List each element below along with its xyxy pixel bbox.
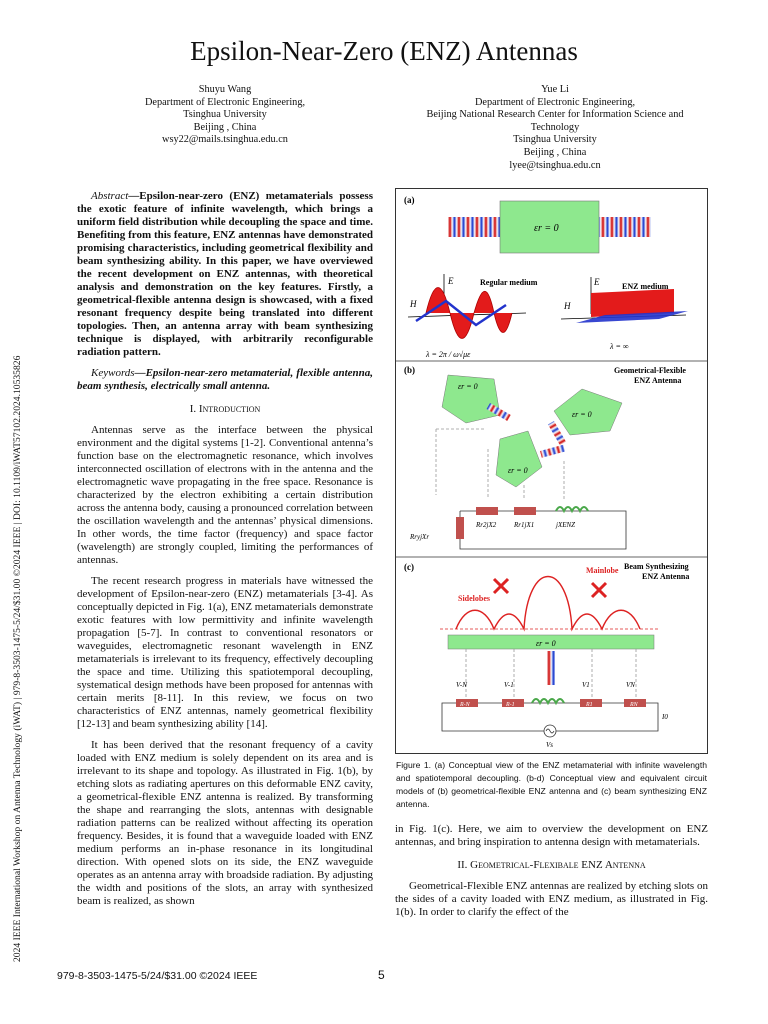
resistor-label: RN — [630, 702, 638, 708]
paragraph: It has been derived that the resonant frequency of a cavity loaded with ENZ medium is solely dependent on its area and is irrelevant to its shape and topology. As illustrated in Fig. 1(b), by etching slots as radiating apertures on this deformable ENZ cavity, a geometrical-flexible ENZ antenna is realized. By transforming the shape and rearranging the slots, antennas with designable radiation patterns can be realized without affecting its operation frequency. Besides, it is found that a waveguide loaded with ENZ medium performs an in-phase resonance in its longitudinal direction. With opened slots on its side, the ENZ waveguide operates as an antenna array with broadside radiation. By adjusting the width and positions of the slots, an array with synthesized beam is realized, as shown — [77, 739, 373, 907]
panel-c-title: Beam Synthesizing — [624, 562, 689, 571]
right-column — [395, 823, 708, 919]
voltage-label: V-N — [456, 681, 467, 689]
panel-b-title: ENZ Antenna — [634, 376, 682, 385]
radiating-slot-3 — [540, 445, 565, 458]
sidebar-citation: 2024 IEEE International Workshop on Antenna Technology (iWAT) | 979-8-3503-1475-5/24/$31.00 ©2024 IEEE | DOI: 10.1109/iWAT57102.2024.10535826 — [12, 355, 23, 962]
abstract — [77, 190, 373, 359]
paragraph: Antennas serve as the interface between the physical environment and the digital systems [1-2]. Conventional antenna’s function base on the electromagnetic resonance, which involves interconnected oscillation of electrons with in the antenna and the electromagnetic wave propagating in the free space. Resonance is characterized by the electron exhibiting a certain distribution across the antenna body, causing a pronounced correlation between the oscillation wavelength and the antennas’ physical dimensions. In other words, the time factor (frequency) and space factor (wavelength) are strongly coupled, limiting the performances of antennas. — [77, 424, 373, 566]
panel-b-title: Geometrical-Flexible — [614, 366, 686, 375]
figure-1-graphic — [396, 189, 707, 753]
resistor-r2 — [476, 507, 498, 515]
panel-b-label: (b) — [404, 365, 415, 375]
figure-1 — [395, 188, 708, 754]
lambda-enz: λ = ∞ — [610, 342, 629, 351]
paper-title: Epsilon-Near-Zero (ENZ) Antennas — [190, 36, 578, 66]
abstract-label: Abstract — [91, 190, 129, 202]
enz-inductor — [556, 507, 588, 511]
wave-ribbon-left — [448, 217, 500, 237]
current-label: I0 — [662, 713, 668, 721]
figure-caption: Figure 1. (a) Conceptual view of the ENZ metamaterial with infinite wavelength and spatiotemporal decoupling. (b-d) Conceptual view and equivalent circuit models of (b) geometrical-flexible ENZ antenna and (c) beam synthesizing ENZ antenna. — [396, 760, 707, 809]
author-affiliation: Beijing National Research Center for Information Science and — [426, 109, 684, 121]
voltage-label: V-1 — [504, 681, 514, 689]
author-affiliation: Tsinghua University — [183, 109, 267, 121]
author-affiliation: Department of Electronic Engineering, — [474, 96, 636, 108]
keywords — [77, 367, 373, 393]
lambda-regular: λ = 2π / ω√με — [426, 350, 471, 359]
section-heading-1: I. Introduction — [189, 403, 261, 415]
paragraph: The recent research progress in materials have witnessed the development of Epsilon-near-zero (ENZ) metamaterials [3-4]. As conceptually depicted in Fig. 1(a), ENZ metamaterials demonstrate exotic features with low permittivity and infinite wavelength propagation [5-7]. In contrast to conventional resonators or waveguides, electromagnetic resonant wavelength in ENZ metamaterials is irrelevant to its frequency, effectively decoupling the space and time. Utilizing this spatiotemporal decoupling, systematical design methods have been proposed for antennas with certain merits [8-11]. In this review, we focus on two characteristics of ENZ antennas, namely geometrical flexibility [12-13] and beam synthesizing ability [14]. — [77, 575, 373, 730]
panel-c — [404, 562, 689, 749]
author-affiliation: Beijing , China — [193, 121, 257, 133]
author-block-1 — [95, 84, 355, 147]
abstract-text: —Epsilon-near-zero (ENZ) metamaterials possess the exotic feature of infinite wavelength, which brings a uniform field distribution while decoupling the space and time. Benefiting from this feature, ENZ antennas have demonstrated promising characteristics, including geometrical flexibility and beam synthesizing ability. In this paper, we have overviewed the recent development on ENZ antennas, with theoretical analysis and demonstration on the key features. Firstly, a geometrical-flexible antenna design is showcased, with a fixed resonant frequency despite being translated into different topologies. Then, an antenna array with beam synthesizing technique is displayed, with arbitrarily reconfigurable radiation pattern. — [77, 190, 373, 358]
left-column — [77, 190, 373, 908]
circuit-label: RryjXr — [410, 533, 430, 541]
resistor-r1 — [514, 507, 536, 515]
resistor-label: R1 — [586, 702, 593, 708]
panel-b — [404, 365, 686, 549]
keywords-text: —Epsilon-near-zero metamaterial, flexible antenna, beam synthesis, electrically small antenna. — [77, 367, 373, 392]
author-name: Shuyu Wang — [198, 84, 252, 95]
keywords-label: Keywords — [91, 367, 135, 379]
author-email: lyee@tsinghua.edu.cn — [509, 159, 601, 171]
author-name: Yue Li — [541, 84, 569, 95]
regular-e-wave — [426, 288, 512, 339]
e-label: E — [448, 276, 454, 286]
sidelobes-label: Sidelobes — [458, 594, 491, 603]
enz-eps-label: εr = 0 — [534, 223, 559, 234]
panel-a-label: (a) — [404, 195, 415, 205]
enz-eps-label: εr = 0 — [536, 639, 556, 648]
circuit-label: Rr2jX2 — [476, 521, 497, 529]
panel-a — [404, 195, 688, 359]
author-affiliation: Beijing , China — [523, 146, 587, 158]
enz-medium-label: ENZ medium — [622, 282, 669, 291]
circuit-wires — [460, 511, 626, 549]
author-block-2 — [400, 84, 710, 172]
center-slot — [547, 651, 555, 685]
circuit-label: Rr1jX1 — [514, 521, 535, 529]
enz-eps-label: εr = 0 — [458, 382, 478, 391]
resistor-ry — [456, 517, 464, 539]
h-label: H — [564, 301, 571, 311]
source-label: Vs — [546, 741, 553, 749]
author-affiliation: Department of Electronic Engineering, — [144, 96, 306, 108]
section-heading-2: II. Geometrical-Flexibale ENZ Antenna — [457, 859, 646, 871]
enz-eps-label: εr = 0 — [572, 410, 592, 419]
page-number: 5 — [378, 968, 385, 982]
h-label: H — [410, 299, 417, 309]
footer-isbn: 979-8-3503-1475-5/24/$31.00 ©2024 IEEE — [57, 970, 258, 982]
circuit-label: jXENZ — [556, 521, 576, 529]
voltage-label: V1 — [582, 681, 590, 689]
sidelobe-cross-icon — [494, 579, 606, 597]
enz-inductor — [532, 699, 564, 703]
panel-c-label: (c) — [404, 562, 414, 572]
enz-eps-label: εr = 0 — [508, 466, 528, 475]
author-affiliation: Technology — [530, 121, 580, 133]
panel-c-title: ENZ Antenna — [642, 572, 690, 581]
author-email: wsy22@mails.tsinghua.edu.cn — [162, 134, 288, 146]
resistor-label: R-N — [460, 702, 470, 708]
enz-shape-3 — [496, 431, 542, 487]
wave-ribbon-right — [599, 217, 651, 237]
resistor-label: R-1 — [506, 702, 515, 708]
paragraph: in Fig. 1(c). Here, we aim to overview the development on ENZ antennas, and bring inspiration to antenna design with metamaterials. — [395, 823, 708, 848]
regular-medium-label: Regular medium — [480, 278, 538, 287]
voltage-label: VN — [626, 681, 635, 689]
author-affiliation: Tsinghua University — [513, 134, 597, 146]
paragraph: Geometrical-Flexible ENZ antennas are realized by etching slots on the sides of a cavity loaded with ENZ medium, as illustrated in Fig. 1(b). In order to clarify the effect of the — [395, 880, 708, 918]
e-label: E — [594, 277, 600, 287]
mainlobe-label: Mainlobe — [586, 566, 619, 575]
